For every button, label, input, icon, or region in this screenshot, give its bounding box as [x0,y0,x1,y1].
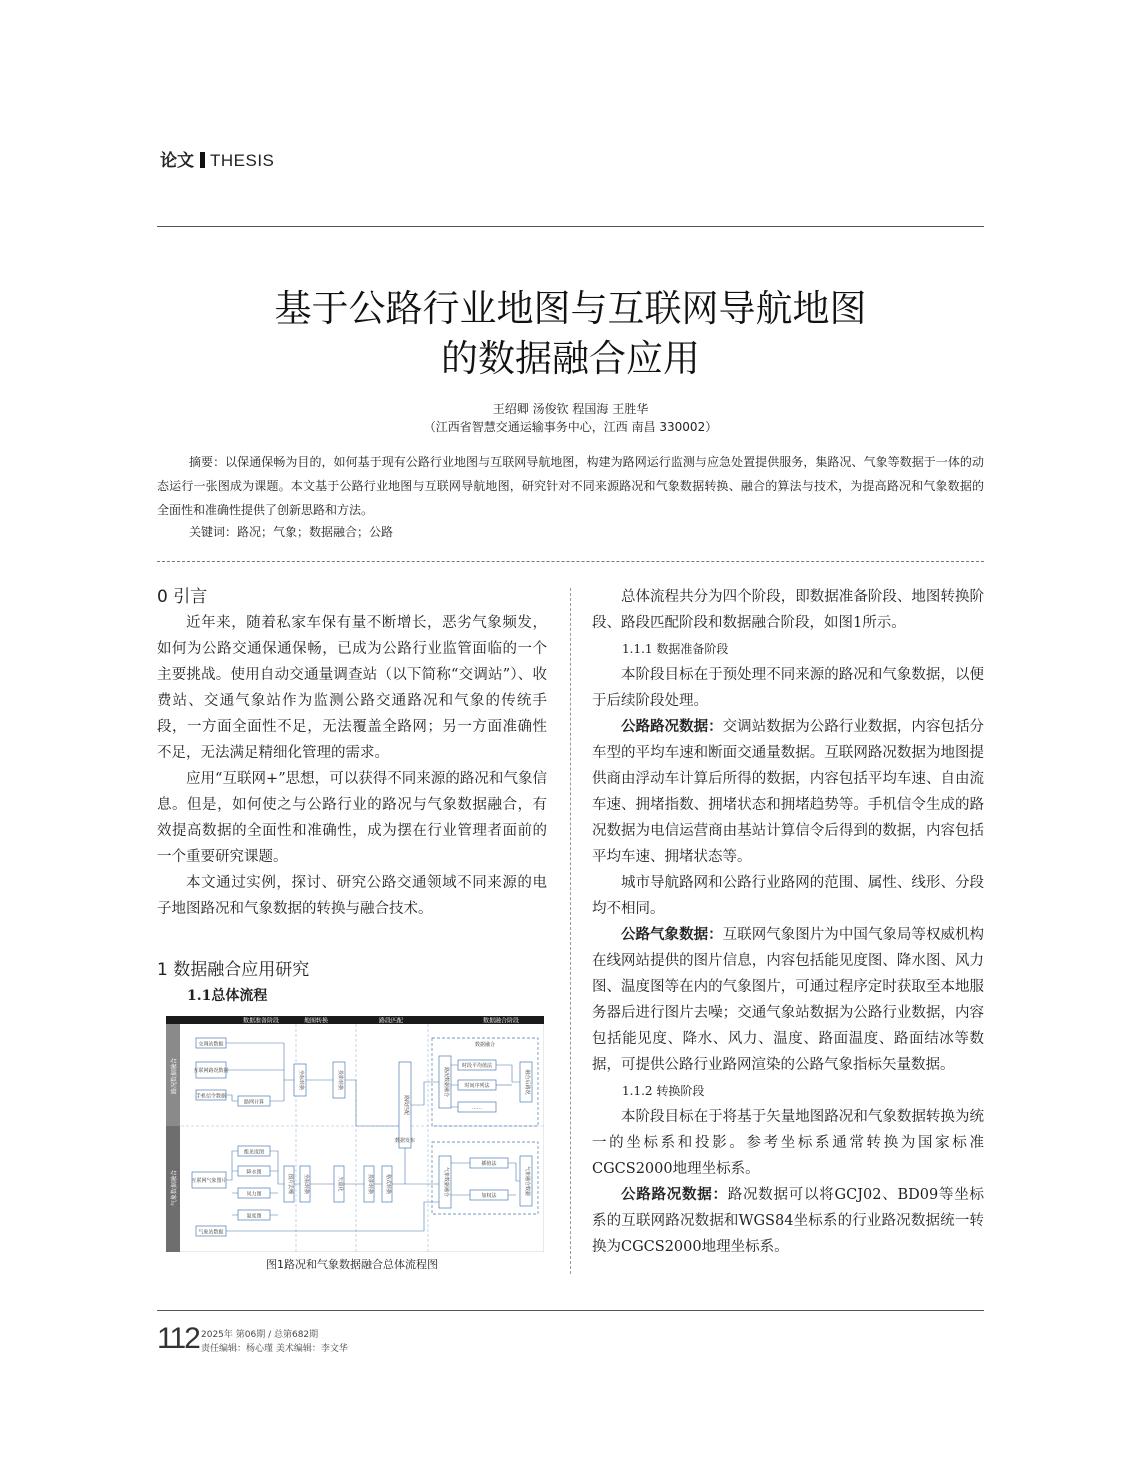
node-e3: 风力图 [246,1191,262,1198]
node-a2: 互联网路况数据 [193,1068,229,1074]
right-paragraph-7 [592,1182,984,1260]
authors: 王绍卿 汤俊钦 程国海 王胜华 [492,402,649,416]
right-paragraph-3 [592,714,984,870]
keywords-label: 关键词： [189,525,238,539]
heading-1-1-1: 1.1.1 数据准备阶段 [622,642,729,656]
heading-section-1: 1 数据融合应用研究 [157,960,310,980]
right-paragraph-4: 城市导航路网和公路行业路网的范围、属性、线形、分段均不相同。 [592,875,984,917]
node-e16: 气象站数据 [198,1229,224,1236]
node-a1: 交调站数据 [198,1041,224,1048]
page-number: 112 [157,1322,199,1355]
node-d3: 时间序列法 [464,1083,490,1089]
section-label-cn: 论文 [160,151,194,171]
node-e10: 格式转换 [385,1173,391,1195]
node-d5: 融合后路况 [524,1069,530,1095]
abstract-text: 以保通保畅为目的，如何基于现有公路行业地图与互联网导航地图，构建为路网运行监测与应急处置提供服务，集路况、气象等数据于一体的动态运行一张图成为课题。本文基于公路行业地图与互联网导航地图，研究针对不同来源路况和气象数据转换、融合的算法与技术，为提高路况和气象数据的全面性和准确性提供了创新思路和方法。 [157,455,984,517]
node-e14: 加权法 [481,1193,497,1199]
node-e15: 气象融合数据 [524,1165,530,1197]
figure-1-flowchart [166,1016,544,1252]
paper-title [157,284,984,384]
affiliation: （江西省智慧交通运输事务中心，江西 南昌 330002） [423,420,718,434]
lane-label-prep: 数据准备阶段 [242,1017,280,1025]
abstract-divider [157,561,984,562]
node-e8: 矢量化 [337,1176,343,1192]
side-label-weather: 气象数据融合 [171,1169,178,1207]
node-e13: 插值法 [481,1161,497,1167]
node-a4: 路网计算 [243,1099,265,1106]
node-b1: 坐标转换 [298,1069,304,1091]
node-e9: 投影转换 [367,1173,373,1195]
node-e5: 互联网气象图片 [191,1178,227,1184]
node-d4: …… [472,1105,482,1111]
node-d1: 路况数据融合 [443,1066,449,1098]
node-e4: 温度图 [246,1213,262,1220]
heading-1-1-2: 1.1.2 转换阶段 [622,1084,705,1098]
section-divider-bar [200,152,205,168]
node-d0: 数据融合 [474,1042,496,1048]
left-column-section-1 [157,957,547,1009]
node-e1: 能见度图 [243,1149,265,1156]
node-e7: 坐标转换 [303,1173,309,1195]
section-label-en: THESIS [210,151,275,170]
right-paragraph-1: 总体流程共分为四个阶段，即数据准备阶段、地图转换阶段、路段匹配阶段和数据融合阶段，如图1所示。 [592,589,984,631]
text-road-data: 交调站数据为公路行业数据，内容包括分车型的平均车速和断面交通量数据。互联网路况数据为地图提供商由浮动车计算后所得的数据，内容包括平均车速、自由流车速、拥堵指数、拥堵状态和拥堵趋势等。手机信令生成的路况数据为电信运营商由基站计算信令后得到的数据，内容包括平均车速、拥堵状态等。 [592,719,985,865]
lane-label-fusion: 数据融合阶段 [482,1017,520,1025]
lane-label-map: 地图转换 [303,1017,329,1025]
node-e6: 图片去噪 [287,1173,293,1195]
column-divider [570,588,571,1274]
right-paragraph-5 [592,922,984,1078]
title-line-2: 的数据融合应用 [441,337,700,380]
section-label [160,146,274,171]
label-road-data: 公路路况数据： [621,718,723,735]
text-weather-data: 互联网气象图片为中国气象局等权威机构在线网站提供的图片信息，内容包括能见度图、降水图、风力图、温度图等在内的气象图片，可通过程序定时获取至本地服务器后进行图片去噪；交通气象站数据为公路行业数据，内容包括能见度、降水、风力、温度、路面温度、路面结冰等数据，可提供公路行业路网渲染的公路气象指标矢量数据。 [592,927,985,1073]
editor-info: 责任编辑：杨心瑾 美术编辑：李文华 [201,1344,348,1354]
intro-paragraph-3: 本文通过实例，探讨、研究公路交通领域不同来源的电子地图路况和气象数据的转换与融合技术。 [157,875,547,917]
header-rule [157,226,984,227]
node-c1: 路段匹配 [403,1094,409,1116]
footer-rule [157,1310,984,1311]
node-d2: 时段平均值法 [461,1063,493,1069]
right-paragraph-6: 本阶段目标在于将基于矢量地图路况和气象数据转换为统一的坐标系和投影。参考坐标系通常转换为国家标准CGCS2000地理坐标系。 [592,1109,984,1177]
label-road-data-2: 公路路况数据： [621,1186,728,1203]
side-label-roadcondition: 路况数据融合 [171,1057,178,1095]
intro-paragraph-1: 近年来，随着私家车保有量不断增长，恶劣气象频发，如何为公路交通保通保畅，已成为公路行业监管面临的一个主要挑战。使用自动交通量调查站（以下简称“交调站”）、收费站、交通气象站作为监测公路交通路况和气象的传统手段，一方面全面性不足，无法覆盖全路网；另一方面准确性不足，无法满足精细化管理的需求。 [157,615,547,761]
abstract [157,450,984,522]
text-road-data-2: 路况数据可以将GCJ02、BD09等坐标系的互联网路况数据和WGS84坐标系的行业路况数据统一转换为CGCS2000地理坐标系。 [592,1187,985,1255]
title-line-1: 基于公路行业地图与互联网导航地图 [274,287,867,330]
node-e2: 降水图 [246,1169,262,1176]
right-paragraph-2: 本阶段目标在于预处理不同来源的路况和气象数据，以便于后续阶段处理。 [592,667,984,709]
issue-info: 2025年 第06期 / 总第682期 [201,1330,319,1340]
right-column [592,584,984,1260]
figure-1-caption: 图1路况和气象数据融合总体流程图 [266,1258,438,1271]
node-b2: 投影转换 [337,1069,343,1091]
lane-label-match: 路段匹配 [378,1017,404,1025]
node-e12: 气象数据融合 [443,1166,449,1198]
keywords [157,520,984,544]
label-weather-data: 公路气象数据： [621,926,723,943]
node-e11: 数据发布 [394,1138,416,1144]
heading-section-1-1: 1.1总体流程 [187,988,268,1004]
keywords-text: 路况；气象；数据融合；公路 [237,525,394,539]
left-column [157,584,547,922]
abstract-label: 摘要： [189,455,226,469]
node-a3: 手机信令数据 [195,1093,227,1100]
heading-intro: 0 引言 [157,587,208,607]
intro-paragraph-2: 应用“互联网+”思想，可以获得不同来源的路况和气象信息。但是，如何使之与公路行业的路况与气象数据融合，有效提高数据的全面性和准确性，成为摆在行业管理者面前的一个重要研究课题。 [157,771,547,865]
